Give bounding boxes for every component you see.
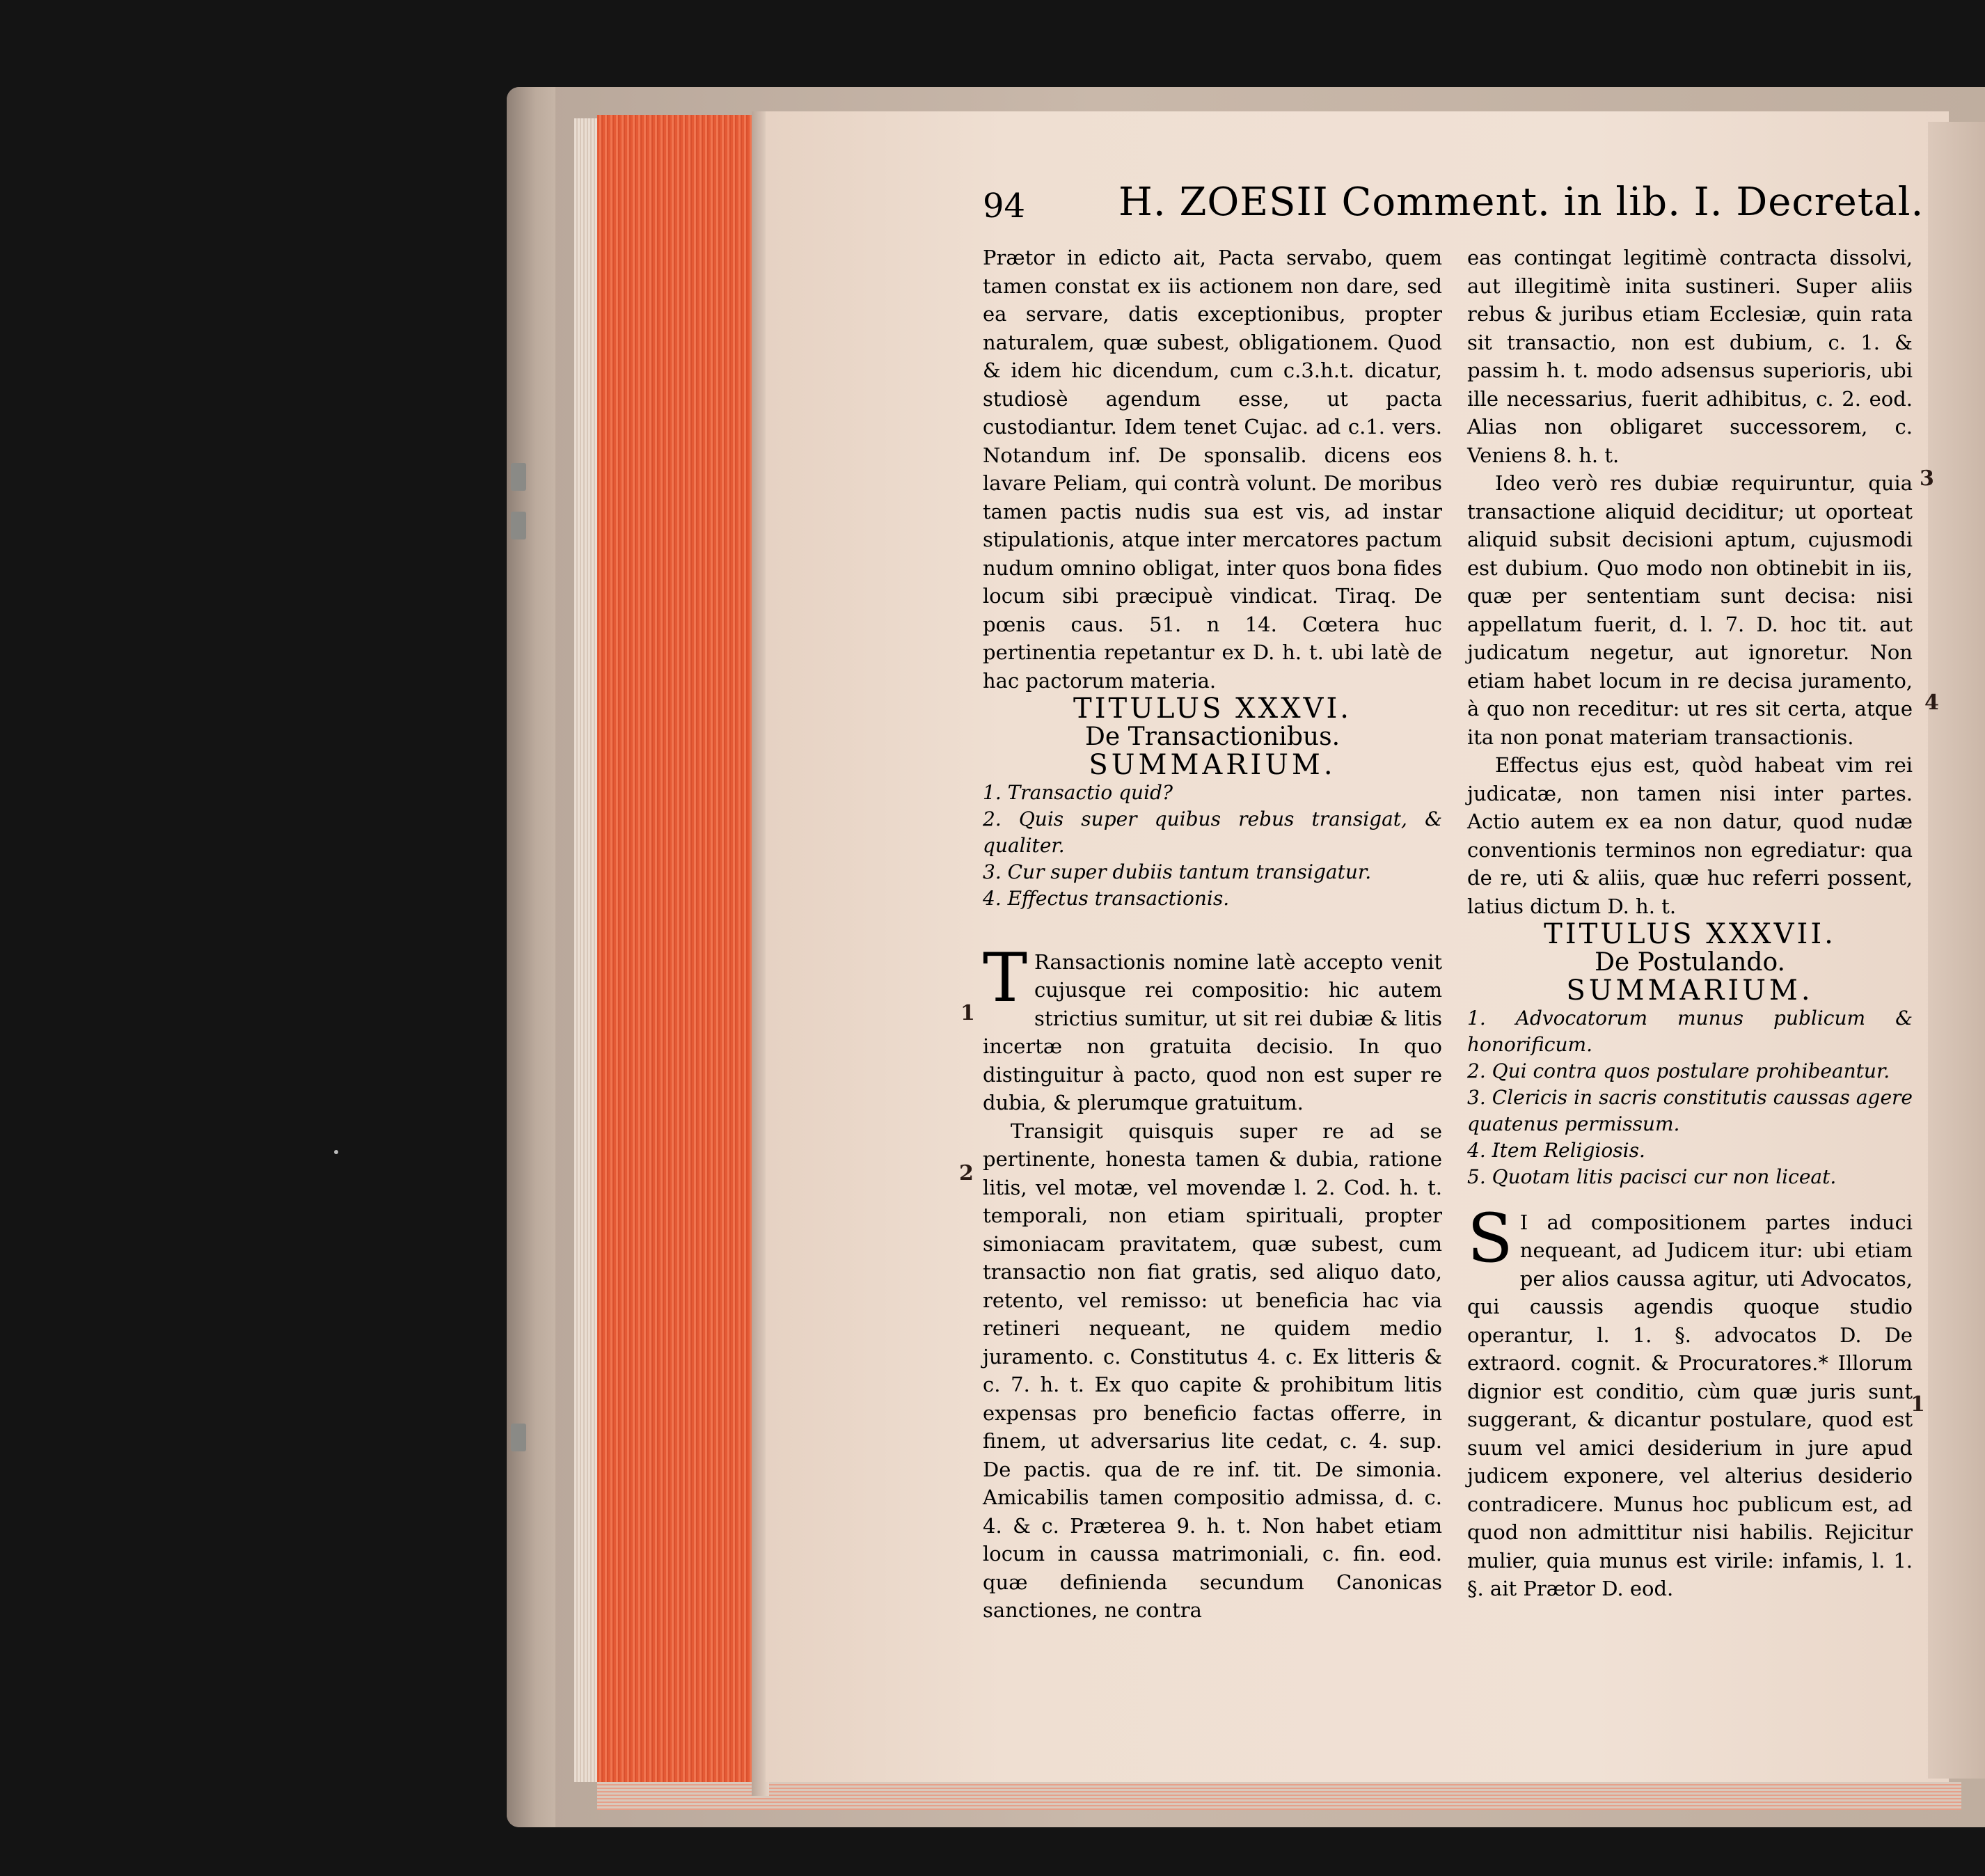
titulus-37-heading: TITULUS XXXVII.	[1544, 918, 1836, 950]
titulus-36-heading: TITULUS XXXVI.	[1073, 693, 1352, 725]
clasp-middle	[511, 512, 526, 539]
summarium-item: 2. Quis super quibus rebus transigat, & qualiter.	[983, 807, 1442, 857]
margin-number: 2	[959, 1161, 974, 1185]
margin-number: 3	[1920, 466, 1934, 491]
margin-number: 4	[1924, 691, 1939, 715]
summarium-item: 3. Cur super dubiis tantum transigatur.	[983, 860, 1372, 883]
drop-cap: T	[983, 938, 1028, 1017]
paragraph-1	[983, 938, 1442, 1117]
titulus-36-subtitle: De Transactionibus.	[1084, 722, 1341, 751]
right-paragraph-c: Effectus ejus est, quòd habeat vim rei judicatæ, non tamen nisi inter partes. Actio autem ex ea non datur, quod nudæ conventionis terminos non egrediatur: qua de re, uti & aliis, quæ huc referri possent, latius dictum D. h. t.	[1467, 753, 1913, 918]
running-title: H. ZOESII Comment. in lib. I. Decretal.	[1118, 180, 1924, 225]
margin-number: 1	[1911, 1392, 1925, 1417]
red-page-edges	[597, 115, 757, 1796]
summarium-item: 5. Quotam litis pacisci cur non liceat.	[1467, 1165, 1837, 1188]
running-header	[983, 180, 1924, 230]
drop-cap: S	[1467, 1199, 1513, 1277]
right-paragraph-a: eas contingat legitimè contracta dissolvi, aut illegitimè inita sustineri. Super aliis rebus & juribus etiam Ecclesiæ, quin rata sit transactio, non est dubium, c. 1. & passim h. t. modo adsensus superioris, ubi ille necessarius, fuerit adhibitus, c. 2. eod. Alias non obligaret successorem, c. Veniens 8. h. t.	[1467, 246, 1913, 467]
summarium-item: 3. Clericis in sacris constitutis caussas agere quatenus permissum.	[1467, 1085, 1913, 1135]
right-paragraph-d	[1467, 1199, 1913, 1603]
summarium-item: 4. Item Religiosis.	[1467, 1138, 1645, 1162]
facing-page-edge	[1928, 122, 1985, 1779]
clasp-upper	[511, 463, 526, 491]
left-column	[983, 244, 1442, 1625]
summarium-item: 2. Qui contra quos postulare prohibeantur.	[1467, 1059, 1890, 1082]
summarium-item: 1. Transactio quid?	[983, 780, 1173, 804]
clasp-lower	[511, 1424, 526, 1451]
summarium-item: 1. Advocatorum munus publicum & honorificum.	[1467, 1006, 1913, 1056]
page-edge-bottom	[597, 1782, 1961, 1810]
summarium-heading: SUMMARIUM.	[1566, 975, 1814, 1007]
opening-paragraph: Prætor in edicto ait, Pacta servabo, quem tamen constat ex iis actionem non dare, sed ea servare, datis exceptionibus, propter naturalem, quæ subest, obligationem. Quod & idem hic dicendum, cum c.3.h.t. dicatur, studiosè agendum esse, ut pacta custodiantur. Idem tenet Cujac. ad c.1. vers. Notandum inf. De sponsalib. dicens eos lavare Peliam, qui contrà volunt. De moribus tamen pactis nudis sua est vis, ad instar stipulationis, atque inter mercatores pactum nudum omnino obligat, inter quos bona fides locum sibi præcipuè vindicat. Tiraq. De pœnis caus. 51. n 14. Cœtera huc pertinentia repetantur ex D. h. t. ubi latè de hac pactorum materia.	[983, 246, 1442, 693]
right-paragraph-d-text: I ad compositionem partes induci nequeant, ad Judicem itur: ubi etiam per alios caussa agitur, uti Advocatos, qui caussis agendis quoque studio operantur, l. 1. §. advocatos D. De extraord. cognit. & Procuratores.* Illorum dignior est conditio, cùm quæ juris sunt suggerant, & dicantur postulare, quod est suum vel amici desiderium in jure apud judicem exponere, vel alterius desiderio contradicere. Munus hoc publicum est, ad quod non admittitur nisi habilis. Rejicitur mulier, quia munus est virile: infamis, l. 1. §. ait Prætor D. eod.	[1467, 1210, 1913, 1600]
summarium-item: 4. Effectus transactionis.	[983, 886, 1230, 910]
summarium-heading: SUMMARIUM.	[1089, 749, 1336, 781]
summarium-list	[1467, 1005, 1913, 1190]
titulus-37-subtitle: De Postulando.	[1595, 947, 1785, 977]
summarium-list	[983, 780, 1442, 912]
book-spine	[507, 87, 555, 1827]
page-number: 94	[983, 187, 1026, 226]
paragraph-1-text: Ransactionis nomine latè accepto venit cujusque rei compositio: hic autem strictius sumitur, ut sit rei dubiæ & litis incertæ non gratuita decisio. In quo distinguitur à pacto, quod non est super re dubia, & plerumque gratuitum.	[983, 949, 1442, 1114]
margin-number: 1	[960, 1001, 975, 1025]
dust-speck	[334, 1150, 338, 1154]
paragraph-2: Transigit quisquis super re ad se pertinente, honesta tamen & dubia, ratione litis, vel motæ, vel movendæ l. 2. Cod. h. t. temporali, non etiam spirituali, propter simoniacam pravitatem, quæ subest, cum transactio non fiat gratis, sed aliquo dato, retento, vel remisso: ut beneficia hac via retineri nequeant, ne quidem medio juramento. c. Constitutus 4. c. Ex litteris & c. 7. h. t. Ex quo capite & prohibitum litis expensas pro beneficio factas offerre, in finem, ut adversarius lite cedat, c. 4. sup. De pactis. qua de re inf. tit. De simonia. Amicabilis tamen compositio admissa, d. c. 4. & c. Præterea 9. h. t. Non habet etiam locum in caussa matrimoniali, c. fin. eod. quæ definienda secundum Canonicas sanctiones, ne contra	[983, 1119, 1442, 1622]
right-paragraph-b: Ideo verò res dubiæ requiruntur, quia transactione aliquid deciditur; ut oporteat aliquid subsit decisioni aptum, cujusmodi est dubium. Quo modo non obtinebit in iis, quæ per sententiam sunt decisa: nisi appellatum fuerit, d. l. 7. D. hoc tit. aut judicatum negetur, aut ignoretur. Non etiam habet locum in re decisa juramento, à quo non receditur: ut res sit certa, atque ita non ponat materiam transactionis.	[1467, 471, 1913, 749]
right-column	[1467, 244, 1913, 1603]
